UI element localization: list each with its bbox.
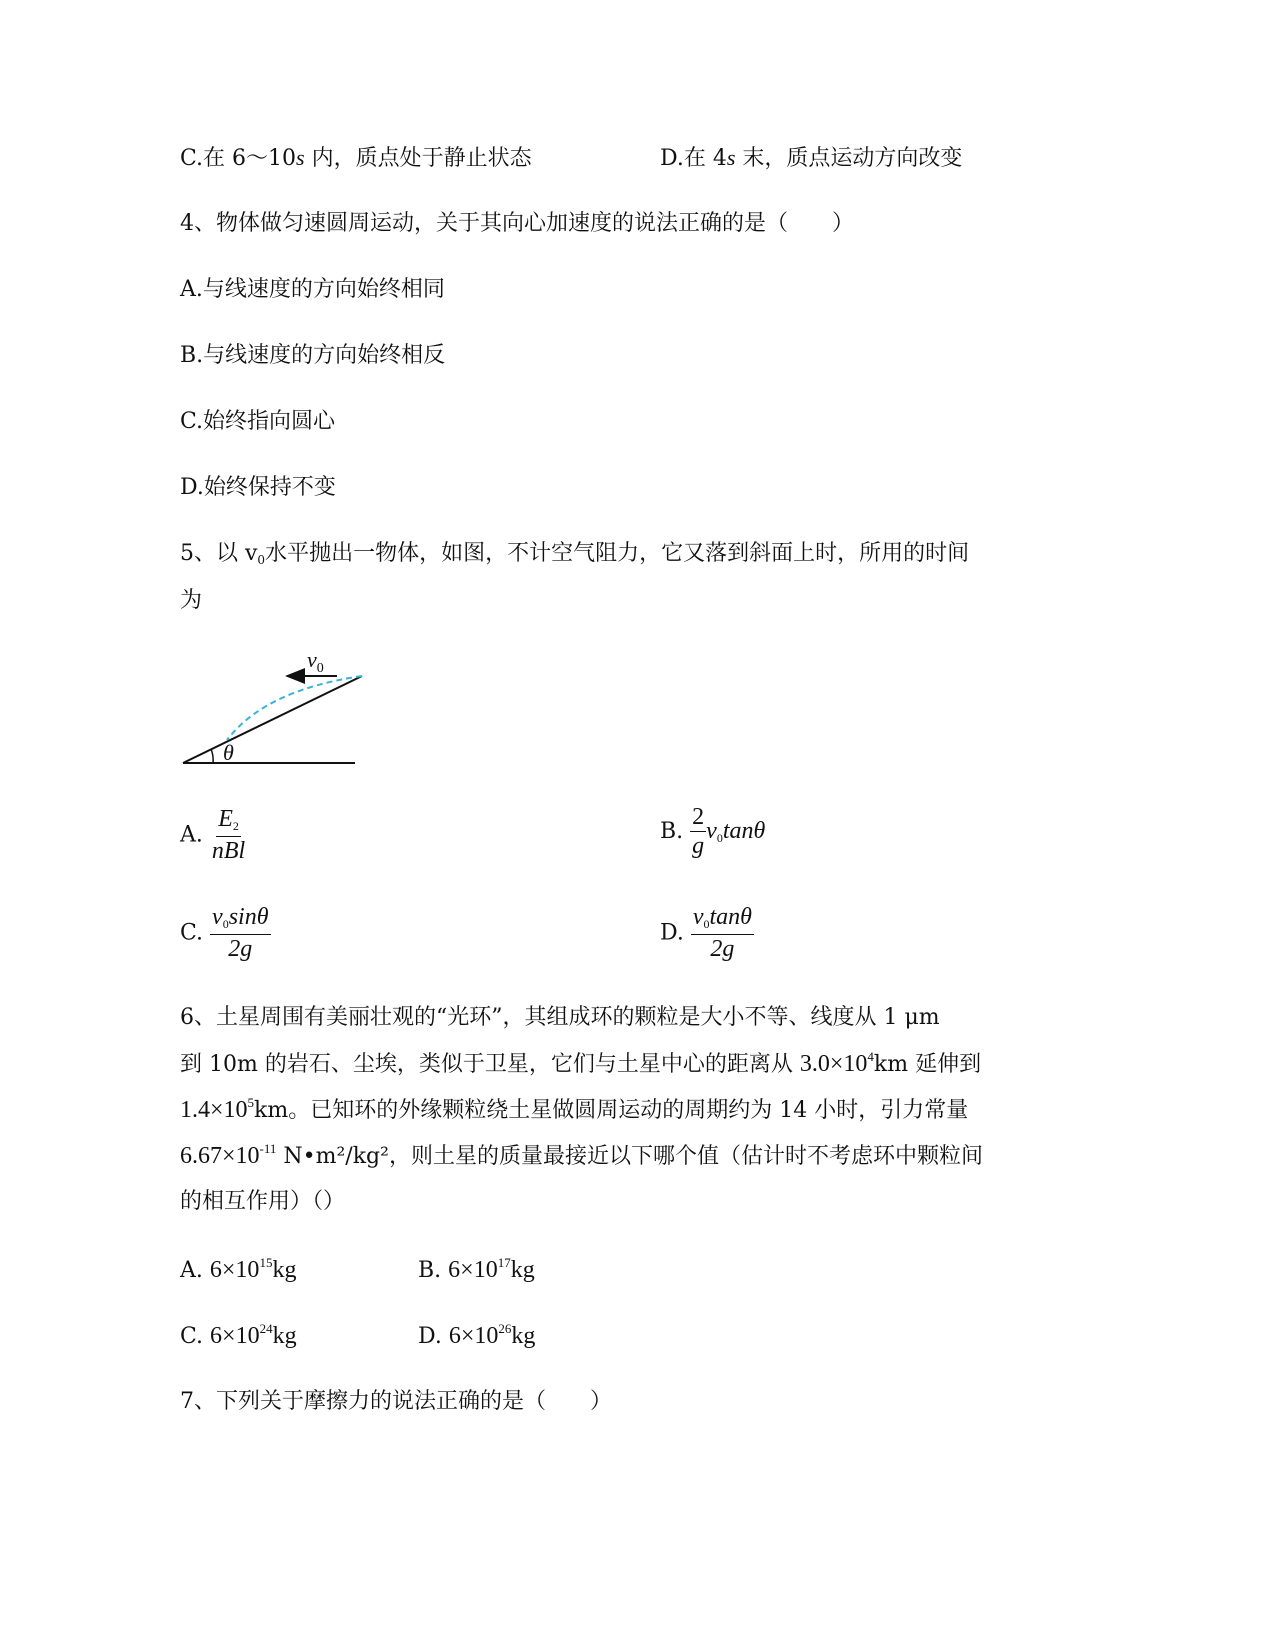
q3-option-c-post: 内，质点处于静止状态 bbox=[304, 146, 532, 171]
q4-option-d bbox=[180, 473, 336, 503]
q4-option-b-label: B. bbox=[180, 343, 204, 368]
q5-stem-sub: 0 bbox=[257, 553, 266, 567]
q5-stem bbox=[180, 539, 969, 571]
q4-option-a-label: A. bbox=[180, 277, 203, 302]
q3-option-c bbox=[180, 143, 532, 174]
q6-line1: 6、土星周围有美丽壮观的“光环”，其组成环的颗粒是大小不等、线度从 1 μm bbox=[180, 1005, 940, 1030]
q4-option-a-text: 与线速度的方向始终相同 bbox=[202, 277, 445, 302]
q7-stem: 7、下列关于摩擦力的说法正确的是（ ） bbox=[180, 1389, 612, 1414]
q5-option-a bbox=[180, 805, 247, 865]
q5-stem-a: 5、以 v bbox=[180, 541, 258, 566]
q5-option-d bbox=[660, 903, 754, 963]
q5-option-b-tail: $v_0\tan\theta$ bbox=[706, 818, 766, 845]
q6-line2: 到 10m 的岩石、尘埃，类似于卫星，它们与土星中心的距离从 $3.0\times 10^4km$ 延伸到 bbox=[180, 1049, 982, 1077]
q4-option-b bbox=[180, 341, 445, 371]
q6-option-b: B. $6\times 10^{17}kg$ bbox=[418, 1255, 535, 1283]
q4-option-c-label: C. bbox=[180, 409, 204, 434]
angle-label: θ bbox=[223, 740, 234, 765]
q4-option-d-text: 始终保持不变 bbox=[203, 475, 336, 500]
q4-option-d-label: D. bbox=[180, 475, 204, 500]
q6-line5: 的相互作用）（） bbox=[180, 1189, 346, 1214]
q3-option-c-unit: s bbox=[296, 145, 305, 170]
velocity-label-sub: 0 bbox=[316, 661, 324, 676]
q6-line4: $6.67\times 10^{-11}$ N•m²/kg²，则土星的质量最接近以下哪个值（估计时不考虑环中颗粒间 bbox=[180, 1141, 983, 1169]
q6-gravitational-constant: $6.67\times 10^{-11}$ bbox=[180, 1141, 277, 1169]
angle-arc bbox=[211, 749, 213, 763]
q3-option-d-unit: s bbox=[726, 145, 736, 170]
q3-option-d-post: 末，质点运动方向改变 bbox=[735, 146, 963, 171]
q5-option-c-fraction: $\frac{v_0\sin\theta}{2g}$ bbox=[212, 904, 269, 962]
q6-option-a: A. $6\times 10^{15}kg$ bbox=[180, 1255, 297, 1283]
q5-option-b-label: B. bbox=[660, 819, 684, 844]
q6-distance-outer: $1.4\times 10^5$ bbox=[180, 1095, 255, 1123]
q4-stem: 4、物体做匀速圆周运动，关于其向心加速度的说法正确的是（ ） bbox=[180, 211, 854, 236]
q5-option-c bbox=[180, 903, 271, 963]
q3-option-d bbox=[660, 143, 962, 174]
q6-option-c: C. $6\times 10^{24}kg$ bbox=[180, 1321, 297, 1349]
q6-line3: $1.4\times 10^5km$。已知环的外缘颗粒绕土星做圆周运动的周期约为 14 小时，引力常量 bbox=[180, 1095, 969, 1123]
q4-option-b-text: 与线速度的方向始终相反 bbox=[203, 343, 446, 368]
q5-option-a-label: A. bbox=[180, 822, 203, 848]
q3-option-c-pre: 在 6～10 bbox=[203, 146, 297, 171]
incline-line bbox=[183, 676, 362, 763]
q5-option-b bbox=[660, 803, 765, 860]
q6-distance-inner: $3.0\times 10^4$ bbox=[799, 1049, 874, 1077]
q5-option-d-label: D. bbox=[660, 920, 684, 946]
q5-option-c-label: C. bbox=[180, 920, 204, 946]
q4-option-c bbox=[180, 407, 335, 437]
q4-option-a bbox=[180, 275, 445, 305]
q5-stem-line2: 为 bbox=[180, 588, 203, 613]
q5-option-b-fraction: $\frac{2}{g}$ bbox=[692, 804, 705, 859]
velocity-label: $v_0$ bbox=[307, 647, 324, 676]
q4-option-c-text: 始终指向圆心 bbox=[203, 409, 336, 434]
q3-option-d-pre: 在 4 bbox=[683, 146, 727, 171]
q6-option-d: D. $6\times 10^{26}kg$ bbox=[418, 1321, 536, 1349]
q5-figure bbox=[175, 640, 375, 770]
q3-option-c-label: C. bbox=[180, 146, 204, 171]
q3-option-d-label: D. bbox=[660, 146, 684, 171]
q5-option-a-fraction: $\frac{E_2}{\text{nBl}}$ bbox=[211, 806, 246, 864]
q5-option-d-fraction: $\frac{v_0\tan\theta}{2g}$ bbox=[692, 904, 752, 962]
q5-stem-b: 水平抛出一物体，如图，不计空气阻力，它又落到斜面上时，所用的时间 bbox=[265, 541, 970, 566]
